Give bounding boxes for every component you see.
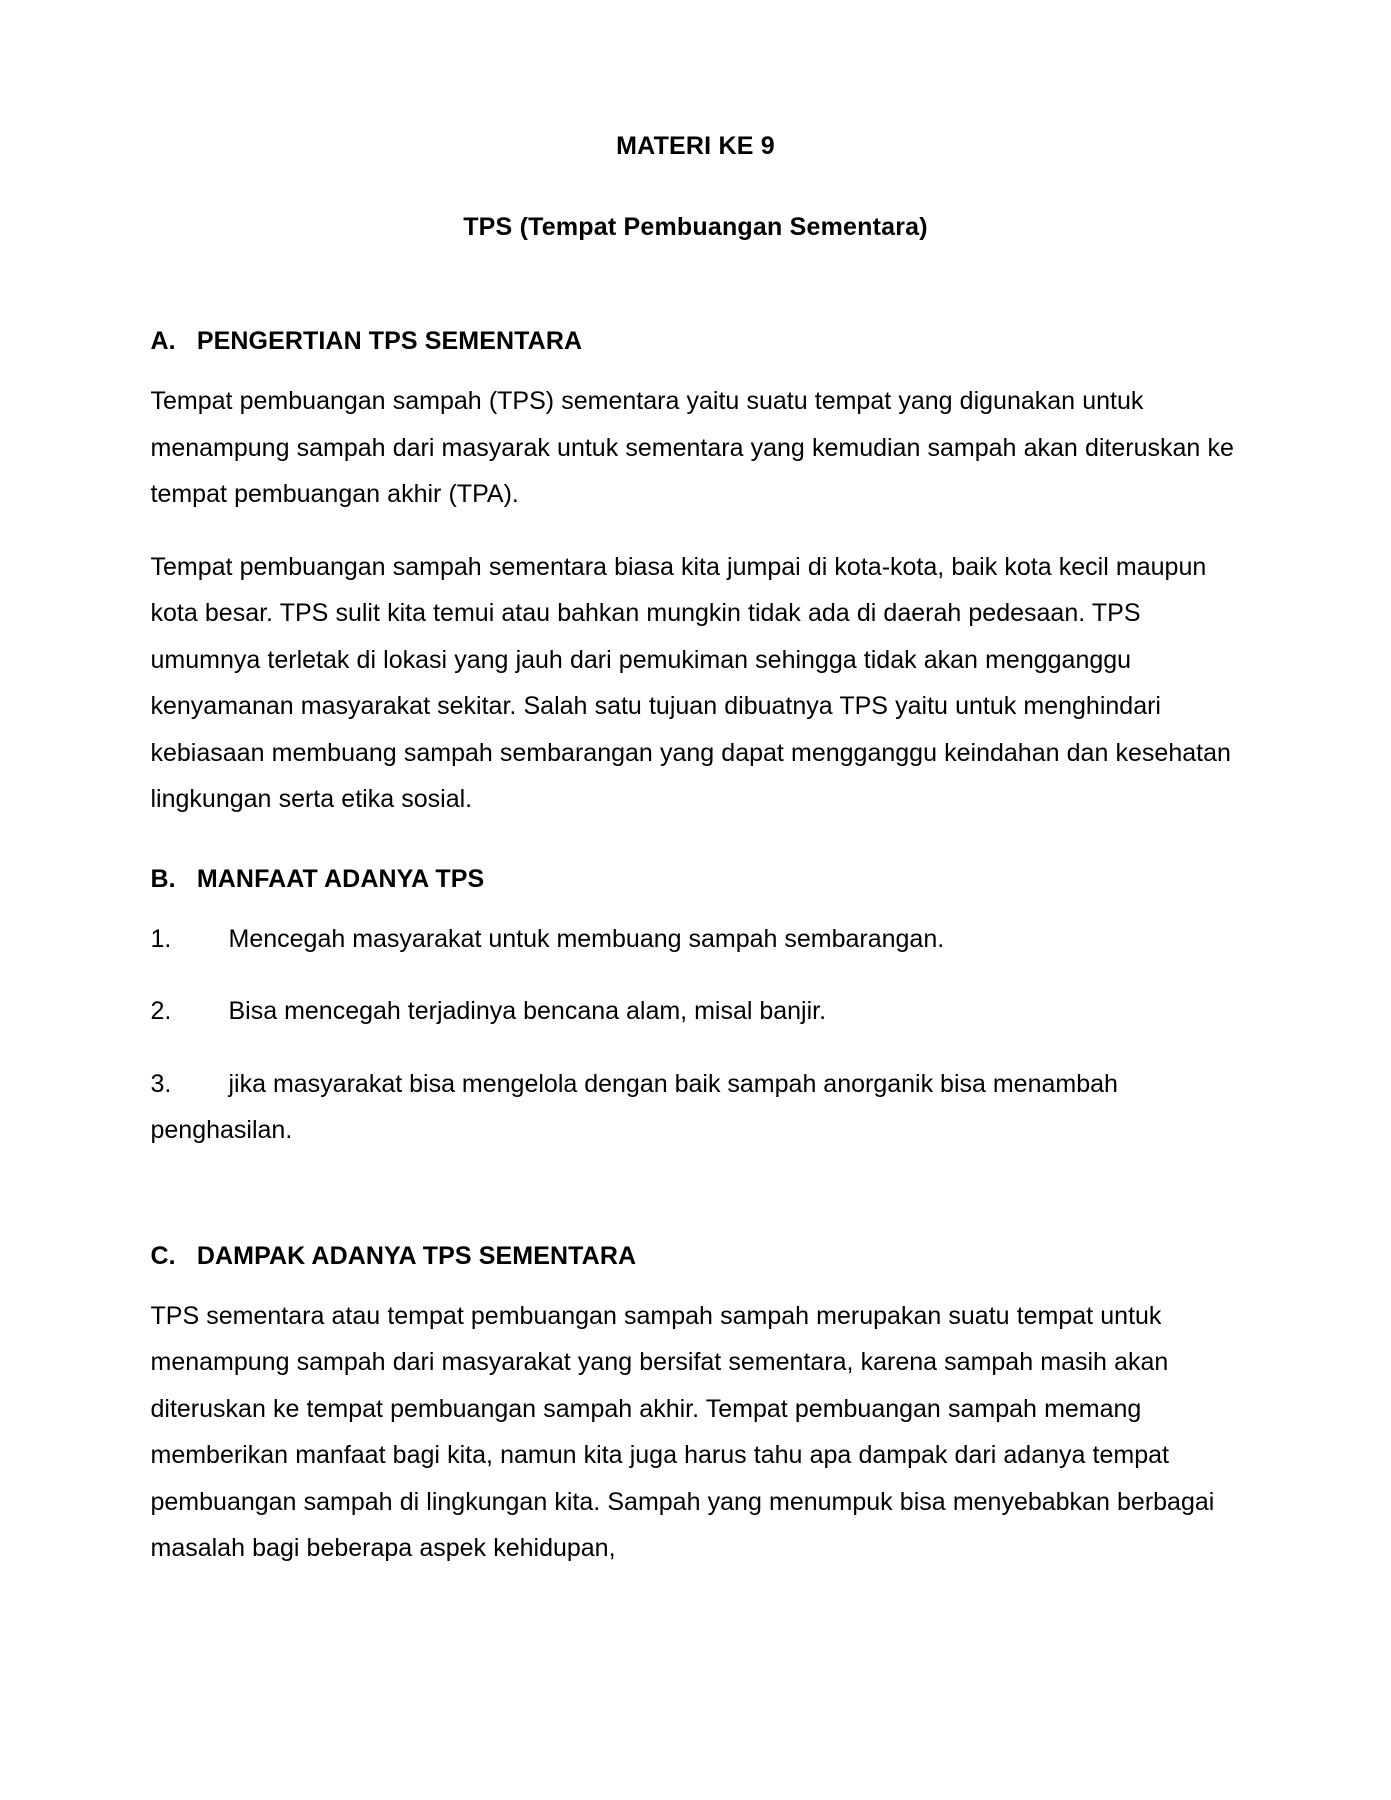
section-b	[151, 865, 1241, 1154]
list-item-label: jika masyarakat bisa mengelola dengan baik sampah anorganik bisa menambah penghasilan.	[150, 1069, 1118, 1144]
section-a-heading: A. PENGERTIAN TPS SEMENTARA	[150, 327, 583, 355]
section-c	[151, 1242, 1241, 1572]
section-b-heading: B. MANFAAT ADANYA TPS	[150, 864, 485, 893]
section-a-paragraph-2: Tempat pembuangan sampah sementara biasa kita jumpai di kota-kota, baik kota kecil maupun kota besar. TPS sulit kita temui atau bahkan mungkin tidak ada di daerah pedesaan. TPS umumnya terletak di lokasi yang jauh dari pemukiman sehingga tidak akan mengganggu kenyamanan masyarakat sekitar. Salah satu tujuan dibuatnya TPS yaitu untuk menghindari kebiasaan membuang sampah sembarangan yang dapat mengganggu keindahan dan kesehatan lingkungan serta etika sosial.	[150, 552, 1231, 813]
section-c-paragraph-1: TPS sementara atau tempat pembuangan sampah sampah merupakan suatu tempat untuk menampung sampah dari masyarakat yang bersifat sementara, karena sampah masih akan diteruskan ke tempat pembuangan sampah akhir. Tempat pembuangan sampah memang memberikan manfaat bagi kita, namun kita juga harus tahu apa dampak dari adanya tempat pembuangan sampah di lingkungan kita. Sampah yang menumpuk bisa menyebabkan berbagai masalah bagi beberapa aspek kehidupan,	[150, 1301, 1215, 1562]
list-item-label: Bisa mencegah terjadinya bencana alam, misal banjir.	[228, 997, 827, 1025]
section-a-paragraph-1: Tempat pembuangan sampah (TPS) sementara yaitu suatu tempat yang digunakan untuk menampung sampah dari masyarak untuk sementara yang kemudian sampah akan diteruskan ke tempat pembuangan akhir (TPA).	[150, 387, 1234, 508]
list-item-number: 2.	[150, 997, 172, 1025]
document-body	[151, 130, 1241, 1572]
title-block	[151, 130, 1241, 243]
list-item-number: 3.	[150, 1069, 172, 1098]
benefits-list	[151, 916, 1241, 1154]
spacer-before-section-c	[151, 1180, 1241, 1242]
section-a	[151, 327, 1241, 823]
list-item-number: 1.	[150, 924, 172, 953]
list-item	[151, 1061, 1241, 1154]
section-c-heading: C. DAMPAK ADANYA TPS SEMENTARA	[150, 1241, 637, 1270]
list-item-label: Mencegah masyarakat untuk membuang sampah sembarangan.	[228, 924, 945, 953]
spacer-after-title	[151, 243, 1241, 327]
page-title: MATERI KE 9	[616, 132, 775, 160]
list-item	[151, 988, 1241, 1035]
spacer-before-section-b	[151, 849, 1241, 865]
list-item	[151, 916, 1241, 963]
page-subtitle: TPS (Tempat Pembuangan Sementara)	[463, 212, 928, 241]
